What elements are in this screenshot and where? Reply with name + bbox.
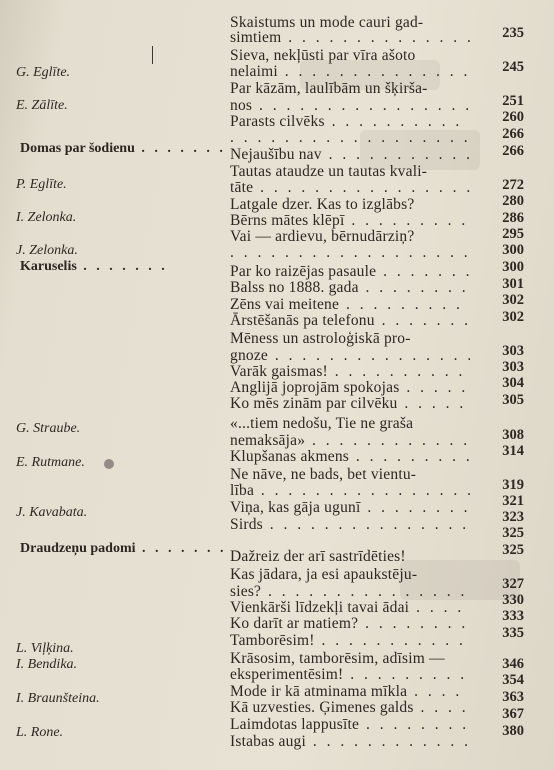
toc-title: Bērns mātes klēpī . . . [230, 212, 470, 229]
toc-title: Vai — ardievu, bērnudārziņ? [230, 228, 415, 245]
toc-title: Anglijā joprojām spokojas . . . [230, 379, 470, 396]
toc-title: sies? . . . [230, 583, 470, 600]
toc-title: Nejaušību nav . . . [230, 146, 470, 163]
toc-title: Ko darīt ar matiem? . . . [230, 615, 470, 632]
author-name: I. Braunšteina. [16, 691, 100, 706]
toc-title: Klupšanas akmens . . . [230, 448, 470, 465]
author-name: I. Bendika. [16, 657, 78, 672]
page-number: 333 [502, 608, 524, 624]
page-number: 302 [502, 309, 524, 325]
toc-title: Viņa, kas gāja ugunī . . . [230, 499, 470, 516]
page-number: 304 [502, 375, 524, 391]
page-number: 300 [502, 242, 524, 258]
toc-title: Par kāzām, laulībām un šķirša- [230, 80, 428, 97]
page-number: 266 [502, 126, 524, 142]
toc-title: simtiem . . . [230, 29, 470, 46]
toc-title: Parasts cilvēks . . . [230, 113, 470, 130]
page-number: 314 [502, 443, 524, 459]
page-number: 300 [502, 259, 524, 275]
toc-title: Zēns vai meitene . . . [230, 296, 470, 313]
page-number: 321 [502, 493, 524, 509]
toc-title: Dažreiz der arī sastrīdēties! [230, 548, 406, 565]
page-number: 303 [502, 343, 524, 359]
toc-title: Varāk gaismas! . . . [230, 363, 470, 380]
toc-title: Laimdotas lappusīte . . . [230, 716, 470, 733]
page-number: 363 [502, 689, 524, 705]
toc-title: Par ko raizējas pasaule . . . [230, 263, 470, 280]
ink-spot [104, 459, 114, 469]
page-number: 354 [502, 672, 524, 688]
section-heading: Domas par šodienu . . . [20, 140, 226, 157]
page-number: 308 [502, 427, 524, 443]
page-number: 380 [502, 723, 524, 739]
page-number: 245 [502, 59, 524, 75]
author-name: E. Rutmane. [16, 455, 85, 470]
toc-title: «...tiem nedošu, Tie ne graša [230, 415, 414, 432]
page-number: 280 [502, 193, 524, 209]
toc-title: Vienkārši līdzekļi tavai ādai . . . [230, 599, 470, 616]
page-number: 330 [502, 592, 524, 608]
toc-title: gnoze . . . [230, 347, 470, 364]
page-number: 272 [502, 177, 524, 193]
toc-title: Kā uzvesties. Ģimenes galds . . . [230, 699, 470, 716]
author-name: I. Zelonka. [16, 210, 77, 225]
page-number: 325 [502, 525, 524, 541]
page-number: 325 [502, 542, 524, 558]
section-heading: Karuselis . . . [20, 258, 168, 275]
toc-title: Ārstēšanās pa telefonu . . . [230, 312, 470, 329]
author-name: L. Viļķina. [16, 641, 74, 656]
page-number: 235 [502, 25, 524, 41]
author-name: G. Eglīte. [16, 65, 71, 80]
page-number: 260 [502, 109, 524, 125]
page-number: 305 [502, 392, 524, 408]
author-name: P. Eglīte. [16, 177, 67, 192]
page-number: 295 [502, 226, 524, 242]
author-name: E. Zālīte. [16, 98, 68, 113]
toc-title [230, 129, 470, 146]
toc-title: Ne nāve, ne bads, bet vientu- [230, 466, 417, 483]
author-name: L. Rone. [16, 725, 64, 740]
page-number: 346 [502, 656, 524, 672]
page-number: 286 [502, 210, 524, 226]
page-number: 323 [502, 509, 524, 525]
section-heading: Draudzeņu padomi . . . [20, 540, 227, 557]
toc-title: Mode ir kā atminama mīkla . . . [230, 683, 470, 700]
page-number: 266 [502, 143, 524, 159]
page-number: 367 [502, 706, 524, 722]
toc-title: Tamborēsim! . . . [230, 632, 470, 649]
page-number: 303 [502, 359, 524, 375]
pencil-mark [152, 46, 153, 64]
toc-title: Balss no 1888. gada . . . [230, 279, 470, 296]
author-name: J. Kavabata. [16, 505, 88, 520]
toc-title: Mēness un astroloģiskā pro- [230, 330, 411, 347]
toc-title: Kas jādara, ja esi apaukstēju- [230, 566, 418, 583]
author-name: G. Straube. [16, 421, 81, 436]
page-number: 302 [502, 292, 524, 308]
toc-title: Krāsosim, tamborēsim, adīsim — [230, 650, 445, 667]
toc-title: Sirds . . . [230, 516, 470, 533]
toc-title: Sieva, nekļūsti par vīra ašoto [230, 47, 416, 64]
page-number: 327 [502, 576, 524, 592]
toc-title: eksperimentēsim! . . . [230, 666, 470, 683]
toc-title: tāte . . . [230, 179, 470, 196]
toc-title: lība . . . [230, 482, 470, 499]
page-number: 301 [502, 276, 524, 292]
toc-title: nelaimi . . . [230, 63, 470, 80]
toc-title [230, 244, 470, 261]
toc-title: Skaistums un mode cauri gad- [230, 14, 424, 31]
toc-title: nos . . . [230, 97, 470, 114]
toc-title: Latgale dzer. Kas to izglābs? [230, 196, 415, 213]
toc-title: Istabas augi . . . [230, 733, 470, 750]
toc-title: nemaksāja» . . . [230, 432, 470, 449]
page-number: 319 [502, 477, 524, 493]
toc-title: Tautas ataudze un tautas kvali- [230, 163, 428, 180]
toc-title: Ko mēs zinām par cilvēku . . . [230, 395, 470, 412]
page-number: 335 [502, 625, 524, 641]
page-number: 251 [502, 93, 524, 109]
author-name: J. Zelonka. [16, 243, 78, 258]
